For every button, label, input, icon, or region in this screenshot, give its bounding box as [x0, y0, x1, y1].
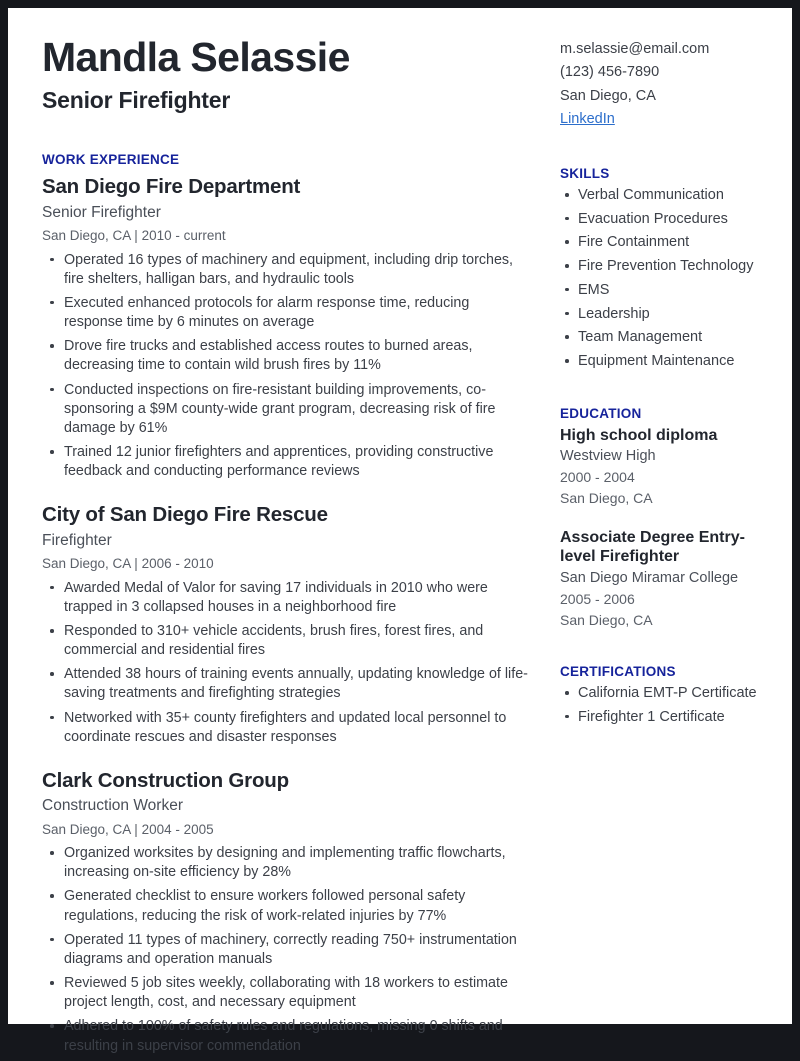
experience-bullet: Reviewed 5 job sites weekly, collaborating with 18 workers to estimate project length, cost, and necessary equipment: [42, 974, 532, 1012]
experience-company: Clark Construction Group: [42, 768, 289, 792]
experience-bullet: Conducted inspections on fire-resistant building improvements, co-sponsoring a $9M county-wide grant program, decreasing risk of fire damage by 61%: [42, 381, 532, 438]
contact-block: [560, 38, 766, 132]
experience-bullet: Networked with 35+ county firefighters and updated local personnel to coordinate rescues and disaster responses: [42, 709, 532, 747]
experience-company: City of San Diego Fire Rescue: [42, 503, 328, 527]
education-degree: High school diploma: [560, 426, 718, 444]
experience-role: Construction Worker: [42, 797, 183, 815]
contact-email: m.selassie@email.com: [560, 41, 710, 57]
education-years: 2000 - 2004: [560, 469, 635, 486]
experience-entry: [42, 768, 532, 1056]
experience-bullet: Awarded Medal of Valor for saving 17 individuals in 2010 who were trapped in 3 collapsed houses in a neighborhood fire: [42, 579, 532, 617]
skill-item: Equipment Maintenance: [560, 352, 766, 372]
skill-item: Fire Prevention Technology: [560, 257, 766, 277]
experience-bullet: Drove fire trucks and established access routes to burned areas, decreasing time to contain wild brush fires by 11%: [42, 337, 532, 375]
experience-bullet: Generated checklist to ensure workers followed personal safety regulations, reducing the risk of work-related injuries by 77%: [42, 887, 532, 925]
experience-bullet: Operated 16 types of machinery and equipment, including drip torches, fire shelters, halligan bars, and hydraulic tools: [42, 251, 532, 289]
main-column: [42, 35, 546, 1061]
contact-phone: (123) 456-7890: [560, 64, 660, 81]
contact-location: San Diego, CA: [560, 87, 656, 104]
skills-section: [560, 166, 766, 372]
education-entry: [560, 528, 766, 631]
experience-meta: San Diego, CA | 2006 - 2010: [42, 556, 214, 572]
sidebar-column: [546, 35, 766, 1061]
skill-item: Team Management: [560, 328, 766, 348]
experience-entry: [42, 174, 532, 481]
skill-item: Verbal Communication: [560, 186, 766, 206]
linkedin-link[interactable]: LinkedIn: [560, 111, 615, 128]
work-experience-section: [42, 152, 532, 1055]
experience-bullet: Responded to 310+ vehicle accidents, brush fires, forest fires, and commercial and residential fires: [42, 622, 532, 660]
section-heading-work-experience: WORK EXPERIENCE: [42, 152, 180, 168]
experience-bullet: Operated 11 types of machinery, correctly reading 750+ instrumentation diagrams and operation manuals: [42, 931, 532, 969]
education-years: 2005 - 2006: [560, 590, 635, 607]
section-heading-education: EDUCATION: [560, 405, 642, 421]
skill-item: EMS: [560, 281, 766, 301]
section-heading-certifications: CERTIFICATIONS: [560, 664, 676, 680]
certifications-section: [560, 664, 766, 727]
experience-bullet: Organized worksites by designing and implementing traffic flowcharts, increasing on-site efficiency by 28%: [42, 844, 532, 882]
section-heading-skills: SKILLS: [560, 165, 610, 181]
skill-item: Evacuation Procedures: [560, 210, 766, 230]
resume-page: [8, 8, 792, 1054]
education-degree: Associate Degree Entry-level Firefighter: [560, 528, 745, 566]
experience-meta: San Diego, CA | 2010 - current: [42, 228, 226, 244]
experience-bullets: [42, 251, 532, 482]
education-section: [560, 406, 766, 630]
experience-meta: San Diego, CA | 2004 - 2005: [42, 821, 214, 837]
education-location: San Diego, CA: [560, 490, 653, 507]
certifications-list: [560, 684, 766, 727]
education-school: Westview High: [560, 448, 656, 465]
certification-item: California EMT-P Certificate: [560, 684, 766, 704]
experience-bullets: [42, 579, 532, 747]
experience-company: San Diego Fire Department: [42, 175, 301, 199]
resume-header: [42, 35, 532, 114]
education-location: San Diego, CA: [560, 611, 653, 628]
experience-bullet: Executed enhanced protocols for alarm response time, reducing response time by 6 minutes on average: [42, 294, 532, 332]
experience-bullets: [42, 844, 532, 1056]
experience-role: Senior Firefighter: [42, 203, 161, 221]
experience-entry: [42, 502, 532, 747]
certification-item: Firefighter 1 Certificate: [560, 708, 766, 728]
experience-bullet: Trained 12 junior firefighters and apprentices, providing constructive feedback and conducting performance reviews: [42, 443, 532, 481]
candidate-name: Mandla Selassie: [42, 34, 350, 80]
skill-item: Fire Containment: [560, 233, 766, 253]
candidate-title: Senior Firefighter: [42, 87, 231, 114]
experience-bullet: Attended 38 hours of training events annually, updating knowledge of life-saving treatments and firefighting strategies: [42, 665, 532, 703]
experience-bullet: Adhered to 100% of safety rules and regulations, missing 0 shifts and resulting in supervisor commendation: [42, 1017, 532, 1055]
education-school: San Diego Miramar College: [560, 569, 739, 586]
experience-role: Firefighter: [42, 531, 112, 549]
skill-item: Leadership: [560, 305, 766, 325]
skills-list: [560, 186, 766, 372]
education-entry: [560, 426, 766, 509]
